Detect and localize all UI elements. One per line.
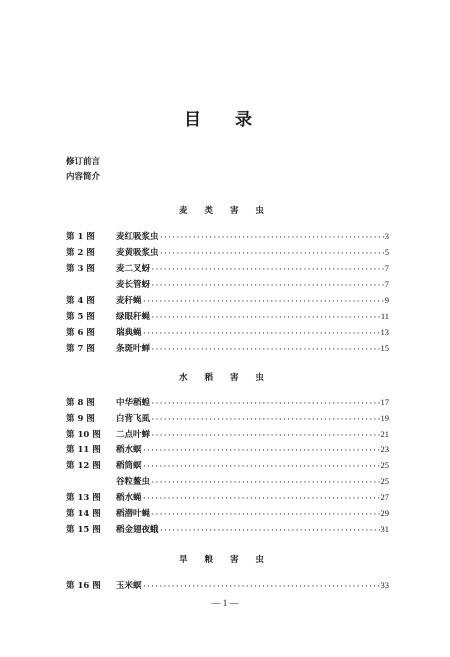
figure-number: 第 2 图 [66, 248, 95, 258]
dot-leader [151, 314, 380, 321]
toc-entry [66, 310, 389, 324]
figure-number: 第 10 图 [66, 430, 101, 440]
entry-name: 条斑叶蝉 [116, 344, 151, 354]
dot-leader [151, 346, 379, 353]
dot-leader [151, 400, 379, 407]
dot-leader [143, 298, 384, 305]
figure-number: 第 15 图 [66, 525, 101, 535]
figure-number: 第 4 图 [66, 296, 95, 306]
entry-name: 中华稻蝗 [116, 398, 151, 408]
entry-name: 白背飞虱 [116, 414, 151, 424]
entry-name: 稻水蝇 [116, 493, 142, 503]
page-number: 33 [380, 580, 389, 590]
page-number: 21 [380, 429, 389, 439]
page-number: 15 [380, 343, 389, 353]
entry-name: 稻筒螟 [116, 461, 142, 471]
page-number: 7 [384, 279, 389, 289]
page-title: 目 录 [184, 110, 266, 130]
figure-number: 第 8 图 [66, 398, 95, 408]
toc-entry [66, 326, 389, 340]
page-number: 23 [380, 444, 389, 454]
section-heading: 麦 类 害 虫 [179, 206, 271, 216]
entry-name: 瑞典蝇 [116, 328, 142, 338]
dot-leader [160, 250, 384, 257]
page-number: 19 [380, 413, 389, 423]
toc-entry [66, 342, 389, 356]
entry-name: 稻潜叶蝇 [116, 509, 151, 519]
entry-name: 麦黄吸浆虫 [116, 248, 159, 258]
page-number: 29 [380, 508, 389, 518]
entry-name: 麦红吸浆虫 [116, 232, 159, 242]
figure-number: 第 11 图 [66, 445, 101, 455]
entry-name: 二点叶蝉 [116, 430, 151, 440]
entry-name: 麦二叉蚜 [116, 264, 151, 274]
toc-entry [66, 396, 389, 410]
figure-number: 第 9 图 [66, 414, 95, 424]
toc-entry [66, 278, 389, 292]
dot-leader [143, 583, 380, 590]
figure-number: 第 1 图 [66, 232, 95, 242]
dot-leader [151, 511, 379, 518]
page-number: 3 [384, 231, 389, 241]
toc-entry [66, 262, 389, 276]
figure-number: 第 3 图 [66, 264, 95, 274]
entry-name: 麦长管蚜 [116, 280, 151, 290]
entry-name: 玉米螟 [116, 581, 142, 591]
entry-name: 麦秆蝇 [116, 296, 142, 306]
toc-entry [66, 475, 389, 489]
figure-number: 第 12 图 [66, 461, 101, 471]
toc-entry [66, 443, 389, 457]
toc-entry [66, 246, 389, 260]
dot-leader [143, 495, 380, 502]
dot-leader [151, 416, 379, 423]
page-number: 5 [384, 247, 389, 257]
dot-leader [143, 463, 380, 470]
dot-leader [143, 447, 380, 454]
toc-entry [66, 459, 389, 473]
page-number: 27 [380, 492, 389, 502]
page-number: 9 [384, 295, 389, 305]
figure-number: 第 5 图 [66, 312, 95, 322]
toc-entry [66, 412, 389, 426]
front-matter-summary: 内容简介 [66, 172, 101, 182]
dot-leader [160, 234, 384, 241]
toc-entry [66, 523, 389, 537]
dot-leader [151, 282, 384, 289]
figure-number: 第 6 图 [66, 328, 95, 338]
section-heading: 水 稻 害 虫 [179, 373, 271, 383]
figure-number: 第 7 图 [66, 344, 95, 354]
page-footer-number: — 1 — [211, 598, 239, 608]
toc-entry [66, 428, 389, 442]
dot-leader [151, 266, 384, 273]
page-number: 17 [380, 397, 389, 407]
figure-number: 第 13 图 [66, 493, 101, 503]
entry-name: 稻金翅夜蛾 [116, 525, 159, 535]
page-number: 11 [380, 311, 389, 321]
figure-number: 第 16 图 [66, 581, 101, 591]
dot-leader [151, 479, 379, 486]
entry-name: 绿眼秆蝇 [116, 312, 151, 322]
toc-entry [66, 294, 389, 308]
page-number: 31 [380, 524, 389, 534]
dot-leader [143, 330, 380, 337]
page-number: 25 [380, 460, 389, 470]
toc-entry [66, 507, 389, 521]
figure-number: 第 14 图 [66, 509, 101, 519]
dot-leader [151, 432, 379, 439]
entry-name: 谷粒鳌虫 [116, 477, 151, 487]
page-number: 13 [380, 327, 389, 337]
dot-leader [160, 527, 380, 534]
page-number: 25 [380, 476, 389, 486]
entry-name: 稻水螟 [116, 445, 142, 455]
section-heading: 旱 粮 害 虫 [179, 555, 271, 565]
toc-entry [66, 491, 389, 505]
front-matter-preface: 修订前言 [66, 157, 101, 167]
toc-entry [66, 579, 389, 593]
page-number: 7 [384, 263, 389, 273]
toc-entry [66, 230, 389, 244]
